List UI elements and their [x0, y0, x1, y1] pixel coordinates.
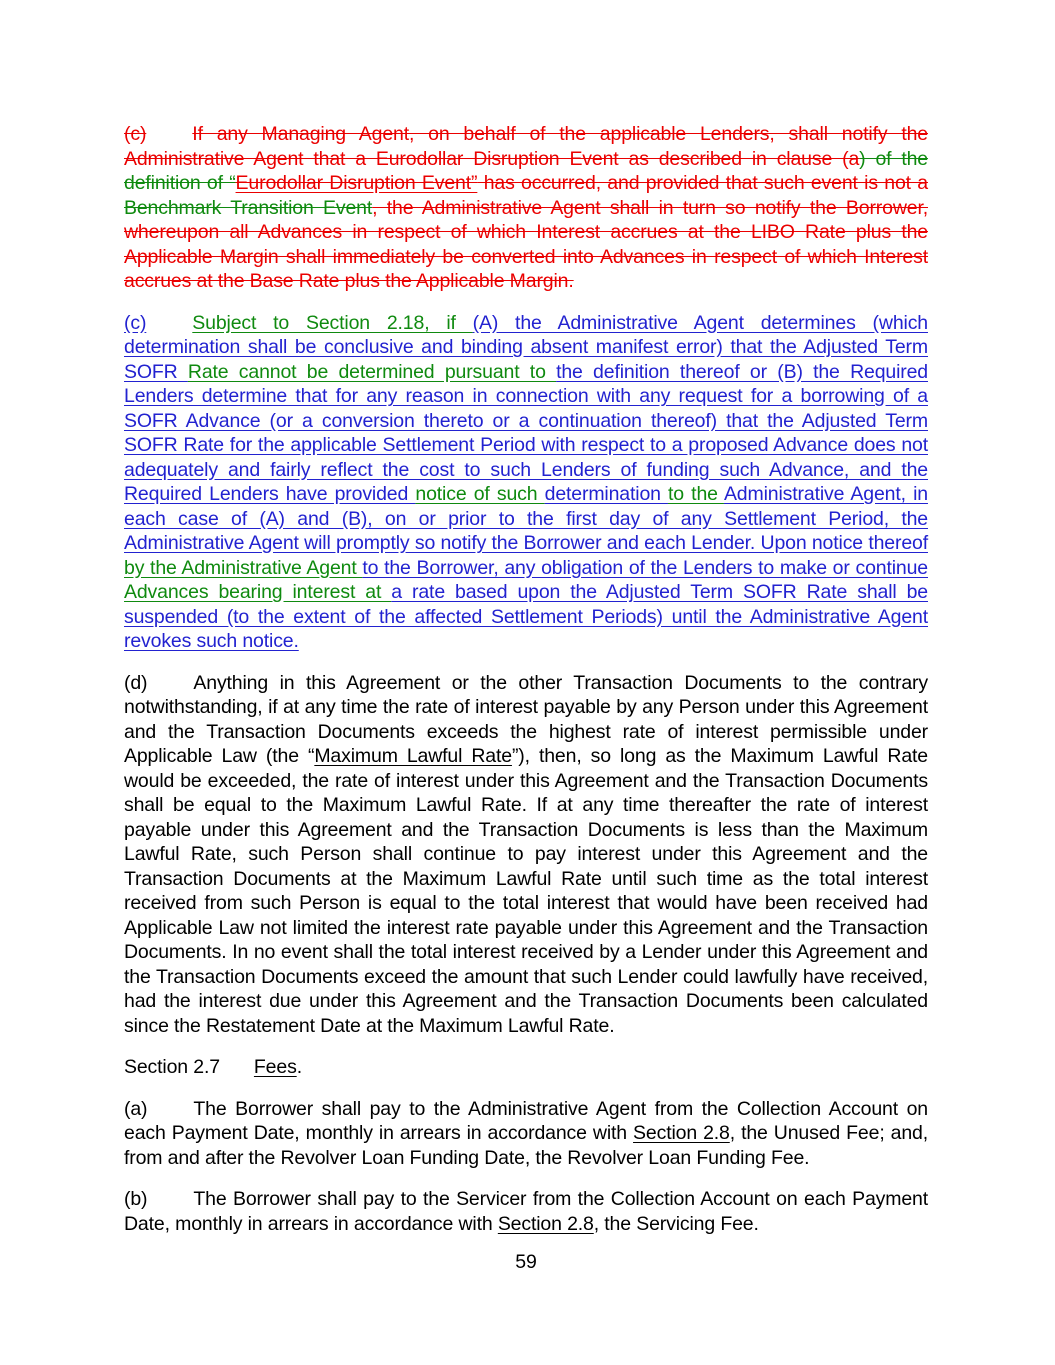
text-run: (c): [124, 123, 147, 145]
text-run: Anything in this Agreement or the other Transaction Documents to the contrary notwithstanding, if at any time the rate of interest payable by any Person under this Agreement and the Transaction Documents exceeds the highest rate of interest permissible under Applicable Law (the “: [124, 671, 928, 767]
text-run: a rate based upon the Adjusted Term SOFR Rate shall be suspended (to the extent of the affected Settlement Periods) until the Administrative Agent revokes such notice.: [124, 581, 928, 652]
section-2-7-heading: [124, 1055, 928, 1080]
text-run: ”), then, so long as the Maximum Lawful Rate would be exceeded, the rate of interest under this Agreement and the Transaction Documents shall be equal to the Maximum Lawful Rate. If at any time thereafter the rate of interest payable under this Agreement and the Transaction Documents is less than the Maximum Lawful Rate, such Person shall continue to pay interest under this Agreement and the Transaction Documents at the Maximum Lawful Rate until such time as the total interest received from such Person is equal to the total interest that would have been received had Applicable Law not limited the interest rate payable under this Agreement and the Transaction Documents. In no event shall the total interest received by a Lender under this Agreement and the Transaction Documents exceed the amount that such Lender could lawfully have received, had the interest due under this Agreement and the Transaction Documents been calculated since the Restatement Date at the Maximum Lawful Rate.: [124, 745, 929, 1037]
text-run: (c): [124, 311, 147, 334]
clause-b: [124, 1187, 928, 1236]
text-run: Rate cannot be determined pursuant to: [187, 360, 557, 383]
clause-a: [124, 1097, 928, 1171]
text-run: Section 2.7: [124, 1056, 220, 1078]
text-run: to the Borrower, any obligation of the Lenders to make or continue: [362, 556, 928, 579]
text-run: (a): [124, 1097, 148, 1120]
text-run: (d): [124, 671, 148, 694]
text-run: Subject to Section 2.18, if: [192, 311, 473, 334]
document-body: [124, 122, 928, 1236]
text-run: (A) the Administrative Agent determines (which determination shall be conclusive and binding absent manifest error) that the Adjusted Term SOFR: [124, 311, 928, 383]
text-run: Maximum Lawful Rate: [314, 745, 512, 767]
text-run: , the Unused Fee; and, from and after the Revolver Loan Funding Date, the Revolver Loan Funding Fee.: [124, 1122, 928, 1169]
text-run: Section 2.8: [633, 1122, 730, 1144]
text-run: (b): [124, 1188, 148, 1210]
text-run: Section 2.8: [497, 1212, 594, 1235]
text-run: If any Managing Agent, on behalf of the applicable Lenders, shall notify the Administrative Agent that a Eurodollar Disruption Event as described in clause (a: [124, 123, 928, 170]
text-run: The Borrower shall pay to the Servicer from the Collection Account on each Payment Date, monthly in arrears in accordance with: [124, 1188, 928, 1235]
text-run: to the: [668, 483, 724, 505]
text-run: Fees: [253, 1056, 297, 1078]
text-run: ) of the definition of “: [124, 147, 929, 194]
text-run: by the Administrative Agent: [124, 556, 363, 579]
page-number: 59: [515, 1251, 537, 1273]
text-run: the definition thereof or (B) the Required Lenders determine that for any reason in connection with any request for a borrowing of a SOFR Advance (or a conversion thereto or a continuation thereof) that the Adjusted Term SOFR Rate for the applicable Settlement Period with respect to a proposed Advance does not adequately and fairly reflect the cost to such Lenders of funding such Advance, and the Required Lenders have provided: [124, 360, 928, 505]
text-run: .: [296, 1056, 302, 1078]
text-run: Benchmark Transition Event: [124, 196, 373, 219]
text-run: has occurred, and provided that such event is not a: [477, 172, 928, 194]
inserted-clause-c: [124, 311, 928, 654]
text-run: Administrative Agent, in each case of (A) and (B), on or prior to the first day of any Settlement Period, the Administrative Agent will promptly so notify the Borrower and each Lender. Upon notice thereof: [124, 483, 928, 554]
clause-d: [124, 671, 928, 1039]
text-run: Eurodollar Disruption Event”: [235, 172, 478, 194]
text-run: notice of such: [415, 483, 545, 505]
text-run: determination: [544, 483, 669, 505]
text-run: Advances bearing interest at: [124, 581, 392, 603]
deleted-clause-c: [124, 122, 928, 294]
text-run: , the Servicing Fee.: [593, 1212, 759, 1235]
text-run: , the Administrative Agent shall in turn so notify the Borrower, whereupon all Advances in respect of which Interest accrues at the LIBO Rate plus the Applicable Margin shall immediately be converted into Advances in respect of which Interest accrues at the Base Rate plus the Applicable Margin.: [124, 196, 928, 292]
text-run: The Borrower shall pay to the Administrative Agent from the Collection Account on each Payment Date, monthly in arrears in accordance with: [124, 1097, 928, 1144]
